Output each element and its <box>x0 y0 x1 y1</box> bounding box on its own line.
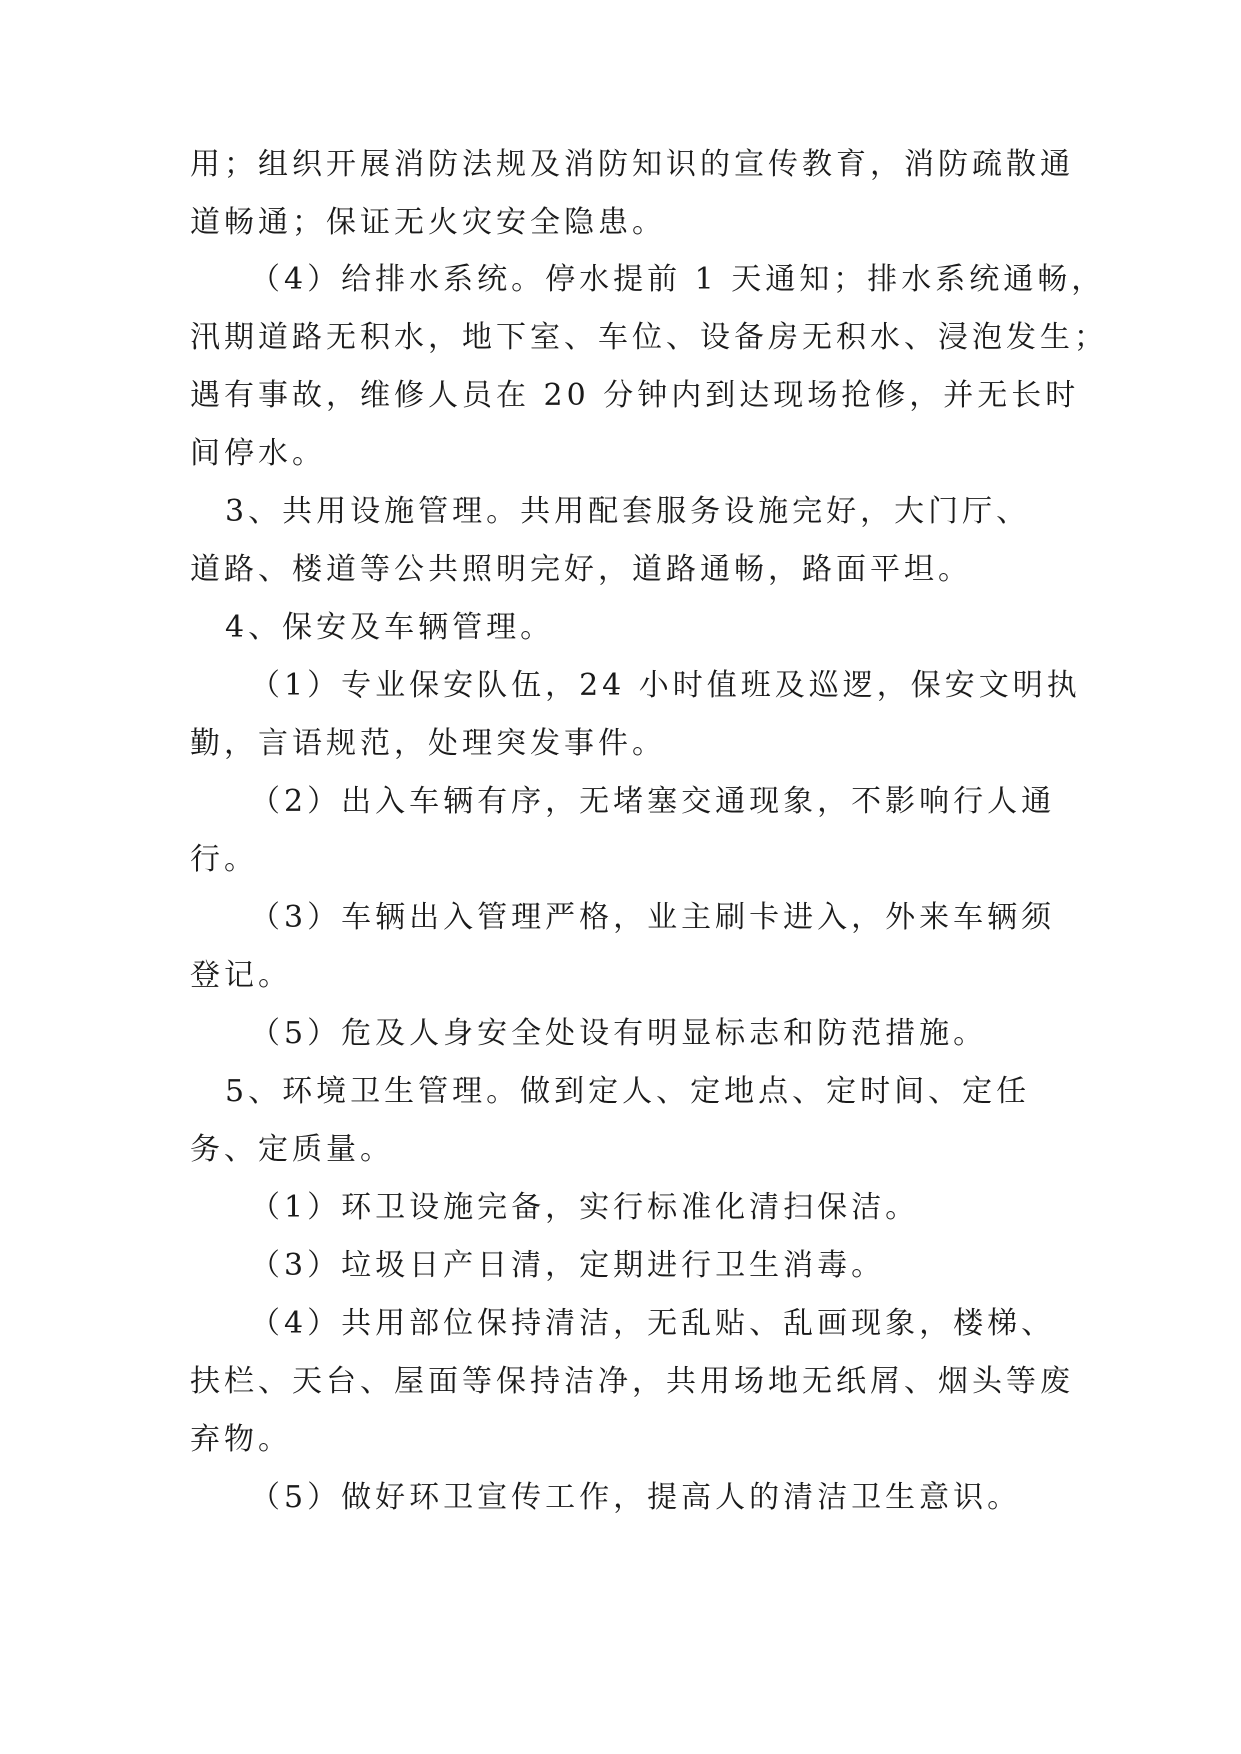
text-line: （4）给排水系统。停水提前 1 天通知；排水系统通畅， <box>250 262 1106 297</box>
text-line: （2）出入车辆有序，无堵塞交通现象，不影响行人通 <box>250 784 1056 819</box>
text-line: 道路、楼道等公共照明完好，道路通畅，路面平坦。 <box>190 552 972 587</box>
text-line: （5）危及人身安全处设有明显标志和防范措施。 <box>250 1016 988 1051</box>
text-line: （3）垃圾日产日清，定期进行卫生消毒。 <box>250 1248 886 1283</box>
text-line: 遇有事故，维修人员在 20 分钟内到达现场抢修，并无长时 <box>190 378 1080 413</box>
text-line: 弃物。 <box>190 1422 292 1457</box>
text-line: 汛期道路无积水，地下室、车位、设备房无积水、浸泡发生； <box>190 320 1108 355</box>
text-line: （1）环卫设施完备，实行标准化清扫保洁。 <box>250 1190 920 1225</box>
text-line: 间停水。 <box>190 436 326 471</box>
text-line: 登记。 <box>190 958 292 993</box>
text-line: （5）做好环卫宣传工作，提高人的清洁卫生意识。 <box>250 1480 1022 1515</box>
text-line: 扶栏、天台、屋面等保持洁净，共用场地无纸屑、烟头等废 <box>190 1364 1074 1399</box>
text-line: （3）车辆出入管理严格，业主刷卡进入，外来车辆须 <box>250 900 1056 935</box>
text-line: 4、保安及车辆管理。 <box>225 610 555 645</box>
text-line: （1）专业保安队伍，24 小时值班及巡逻，保安文明执 <box>250 668 1081 703</box>
text-line: 勤，言语规范，处理突发事件。 <box>190 726 666 761</box>
text-line: 务、定质量。 <box>190 1132 394 1167</box>
text-line: 用；组织开展消防法规及消防知识的宣传教育，消防疏散通 <box>190 147 1074 182</box>
text-line: 道畅通；保证无火灾安全隐患。 <box>190 205 666 240</box>
text-line: （4）共用部位保持清洁，无乱贴、乱画现象，楼梯、 <box>250 1306 1056 1341</box>
text-line: 5、环境卫生管理。做到定人、定地点、定时间、定任 <box>225 1074 1031 1109</box>
text-line: 行。 <box>190 842 258 877</box>
text-line: 3、共用设施管理。共用配套服务设施完好，大门厅、 <box>225 494 1031 529</box>
